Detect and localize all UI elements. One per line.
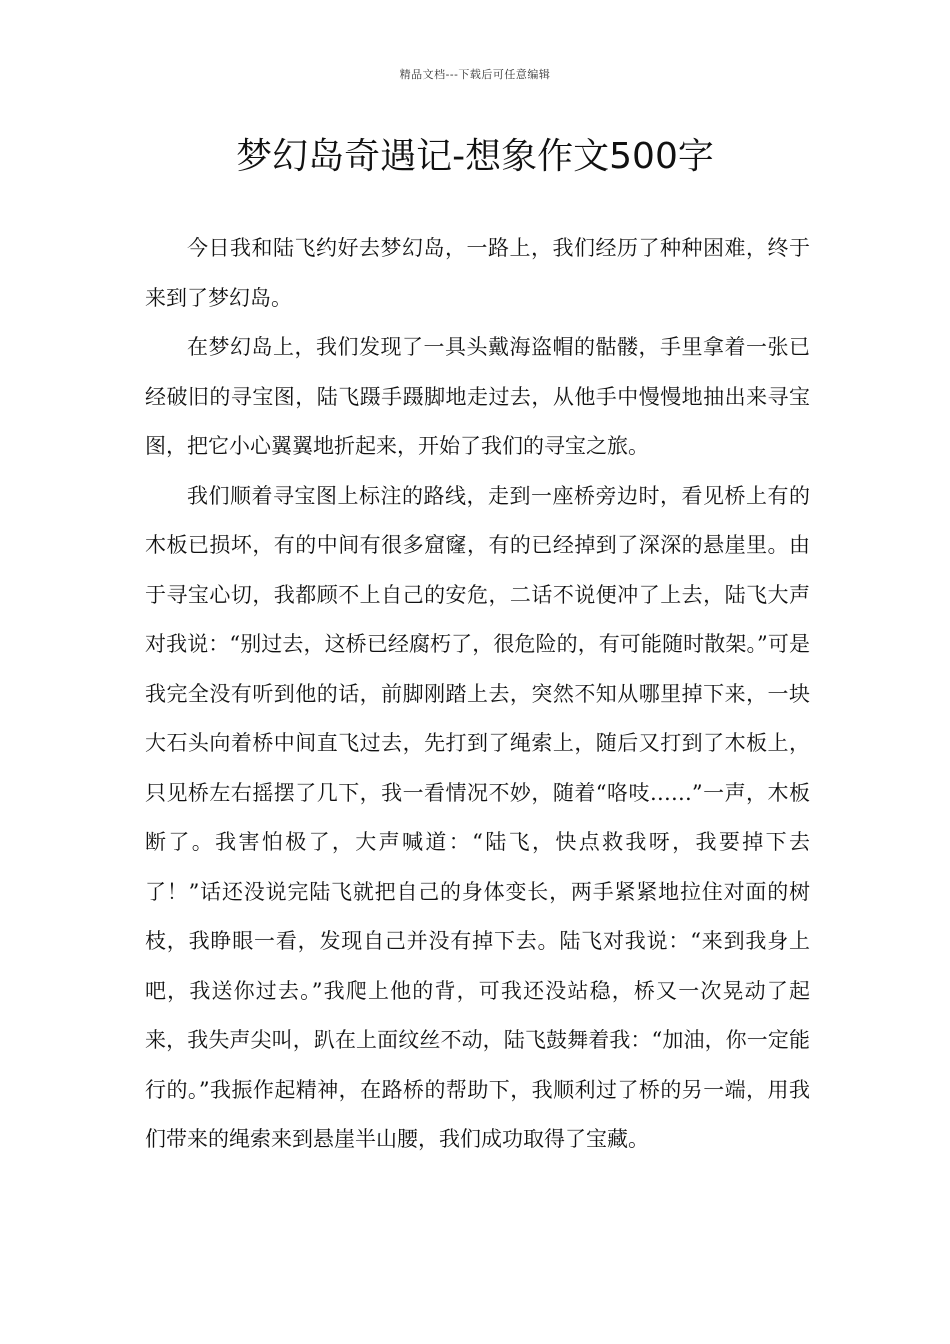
page-header: 精品文档---下载后可任意编辑 xyxy=(399,68,551,81)
document-title: 梦幻岛奇遇记-想象作文500字 xyxy=(236,136,714,177)
paragraph-1: 今日我和陆飞约好去梦幻岛，一路上，我们经历了种种困难，终于来到了梦幻岛。 xyxy=(145,236,810,310)
paragraph-2: 在梦幻岛上，我们发现了一具头戴海盗帽的骷髅，手里拿着一张已经破旧的寻宝图，陆飞蹑手蹑脚地走过去，从他手中慢慢地抽出来寻宝图，把它小心翼翼地折起来，开始了我们的寻宝之旅。 xyxy=(145,335,810,458)
paragraph-3: 我们顺着寻宝图上标注的路线，走到一座桥旁边时，看见桥上有的木板已损坏，有的中间有很多窟窿，有的已经掉到了深深的悬崖里。由于寻宝心切，我都顾不上自己的安危，二话不说便冲了上去，陆飞大声对我说：“别过去，这桥已经腐朽了，很危险的，有可能随时散架。”可是我完全没有听到他的话，前脚刚踏上去，突然不知从哪里掉下来，一块大石头向着桥中间直飞过去，先打到了绳索上，随后又打到了木板上，只见桥左右摇摆了几下，我一看情况不妙，随着“咯吱……”一声，木板断了。我害怕极了，大声喊道：“陆飞，快点救我呀，我要掉下去了！”话还没说完陆飞就把自己的身体变长，两手紧紧地拉住对面的树枝，我睁眼一看，发现自己并没有掉下去。陆飞对我说：“来到我身上吧，我送你过去。”我爬上他的背，可我还没站稳，桥又一次晃动了起来，我失声尖叫，趴在上面纹丝不动，陆飞鼓舞着我：“加油，你一定能行的。”我振作起精神，在路桥的帮助下，我顺利过了桥的另一端，用我们带来的绳索来到悬崖半山腰，我们成功取得了宝藏。 xyxy=(145,483,810,1151)
document-body xyxy=(145,224,810,1165)
